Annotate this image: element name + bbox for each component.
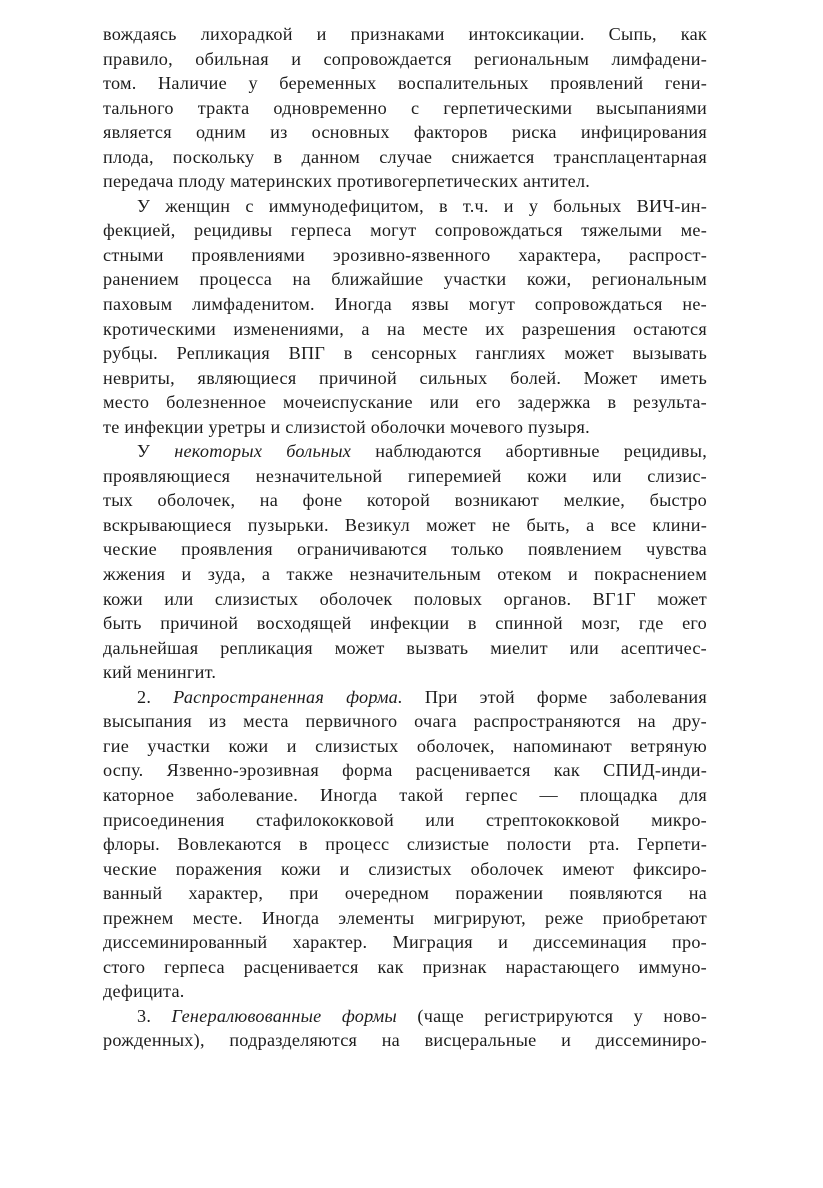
- text-line: [103, 292, 707, 317]
- paragraph: [103, 22, 707, 194]
- text-run: присоединения стафилококковой или стрептококковой микро-: [103, 809, 707, 830]
- text-line: [103, 685, 707, 710]
- text-line: [103, 488, 707, 513]
- text-run: те инфекции уретры и слизистой оболочки мочевого пузыря.: [103, 416, 590, 437]
- text-run: оспу. Язвенно-эрозивная форма расценивается как СПИД-инди-: [103, 760, 707, 781]
- text-run: наблюдаются абортивные рецидивы,: [351, 441, 707, 462]
- text-run: проявляющиеся незначительной гиперемией кожи или слизис-: [103, 465, 707, 486]
- text-line: [103, 979, 707, 1004]
- text-line: [103, 734, 707, 759]
- text-run: рожденных), подразделяются на висцеральные и диссеминиро-: [103, 1030, 707, 1051]
- text-line: [103, 930, 707, 955]
- text-line: [103, 145, 707, 170]
- text-run: быть причиной восходящей инфекции в спинной мозг, где его: [103, 613, 707, 634]
- text-run: жжения и зуда, а также незначительным отеком и покраснением: [103, 564, 707, 585]
- text-run: 3.: [137, 1005, 172, 1026]
- text-run: тых оболочек, на фоне которой возникают мелкие, быстро: [103, 490, 707, 511]
- text-line: [103, 857, 707, 882]
- text-run: место болезненное мочеиспускание или его задержка в результа-: [103, 392, 707, 413]
- text-line: [103, 439, 707, 464]
- text-line: [103, 194, 707, 219]
- text-line: [103, 120, 707, 145]
- text-run: дальнейшая репликация может вызвать миелит или асептичес-: [103, 637, 707, 658]
- text-run: является одним из основных факторов риска инфицирования: [103, 122, 707, 143]
- text-line: [103, 758, 707, 783]
- paragraph: [103, 194, 707, 439]
- text-run: При этой форме заболевания: [402, 686, 707, 707]
- text-line: [103, 169, 707, 194]
- text-run: паховым лимфаденитом. Иногда язвы могут сопровождаться не-: [103, 294, 707, 315]
- text-line: [103, 808, 707, 833]
- text-line: [103, 636, 707, 661]
- text-line: [103, 611, 707, 636]
- text-run: 2.: [137, 686, 174, 707]
- text-run: ранением процесса на ближайшие участки кожи, регионaльным: [103, 269, 707, 290]
- italic-phrase: Генералювованные формы: [171, 1005, 398, 1026]
- text-run: плода, поскольку в данном случае снижается трансплацентарная: [103, 146, 707, 167]
- italic-phrase: некоторых больных: [174, 441, 352, 462]
- text-line: [103, 709, 707, 734]
- text-run: ческие проявления ограничиваются только появлением чувства: [103, 539, 707, 560]
- text-line: [103, 317, 707, 342]
- text-run: каторное заболевание. Иногда такой герпес — площадка для: [103, 784, 707, 805]
- italic-phrase: Распространенная форма.: [173, 686, 403, 707]
- text-run: диссеминированный характер. Миграция и диссеминация про-: [103, 932, 707, 953]
- text-run: невриты, являющиеся причиной сильных болей. Может иметь: [103, 367, 707, 388]
- text-line: [103, 47, 707, 72]
- text-run: кротическими изменениями, а на месте их разрешения остаются: [103, 318, 707, 339]
- text-run: рубцы. Репликация ВПГ в сенсорных ганглиях может вызывать: [103, 343, 707, 364]
- text-line: [103, 587, 707, 612]
- text-line: [103, 832, 707, 857]
- text-run: (чаще регистрируются у ново-: [397, 1005, 708, 1026]
- text-run: том. Наличие у беременных воспалительных проявлений гени-: [103, 73, 707, 94]
- text-line: [103, 464, 707, 489]
- text-run: стого герпеса расценивается как признак нарастающего иммуно-: [103, 956, 707, 977]
- text-run: тального тракта одновременно с герпетическими высыпаниями: [103, 97, 707, 118]
- text-line: [103, 366, 707, 391]
- text-line: [103, 96, 707, 121]
- text-line: [103, 955, 707, 980]
- text-line: [103, 562, 707, 587]
- text-run: передача плоду материнских противогерпетических антител.: [103, 171, 591, 192]
- text-run: флоры. Вовлекаются в процесс слизистые полости рта. Герпети-: [103, 834, 707, 855]
- text-line: [103, 537, 707, 562]
- text-run: У: [137, 441, 175, 462]
- text-line: [103, 22, 707, 47]
- text-run: вскрывающиеся пузырьки. Везикул может не быть, а все клини-: [103, 514, 707, 535]
- text-line: [103, 906, 707, 931]
- text-run: вождаясь лихорадкой и признаками интоксикации. Сыпь, как: [103, 24, 707, 44]
- text-line: [103, 390, 707, 415]
- text-line: [103, 1004, 707, 1029]
- paragraph: [103, 685, 707, 1004]
- text-line: [103, 513, 707, 538]
- text-run: гие участки кожи и слизистых оболочек, напоминают ветряную: [103, 735, 707, 756]
- text-line: [103, 783, 707, 808]
- text-run: кий менингит.: [103, 662, 217, 683]
- text-run: кожи или слизистых оболочек половых органов. ВГ1Г может: [103, 588, 707, 609]
- text-line: [103, 881, 707, 906]
- text-line: [103, 71, 707, 96]
- text-run: ческие поражения кожи и слизистых оболочек имеют фиксиро-: [103, 858, 707, 879]
- paragraph: [103, 1004, 707, 1053]
- text-line: [103, 218, 707, 243]
- text-run: фекцией, рецидивы герпеса могут сопровождаться тяжелыми ме-: [103, 220, 707, 241]
- text-run: стными проявлениями эрозивно-язвенного характера, распрост-: [103, 244, 707, 265]
- text-line: [103, 341, 707, 366]
- text-line: [103, 243, 707, 268]
- text-line: [103, 267, 707, 292]
- text-run: прежнем месте. Иногда элементы мигрируют, реже приобретают: [103, 907, 707, 928]
- text-run: ванный характер, при очередном поражении появляются на: [103, 883, 707, 904]
- text-line: [103, 415, 707, 440]
- paragraph: [103, 439, 707, 684]
- page-text: [103, 22, 707, 1053]
- text-run: высыпания из места первичного очага распространяются на дру-: [103, 711, 707, 732]
- text-run: правило, обильная и сопровождается регионaльным лимфадени-: [103, 48, 707, 69]
- text-line: [103, 1028, 707, 1053]
- text-line: [103, 660, 707, 685]
- text-run: У женщин с иммунодефицитом, в т.ч. и у больных ВИЧ-ин-: [137, 195, 707, 216]
- text-run: дефицита.: [103, 981, 185, 1002]
